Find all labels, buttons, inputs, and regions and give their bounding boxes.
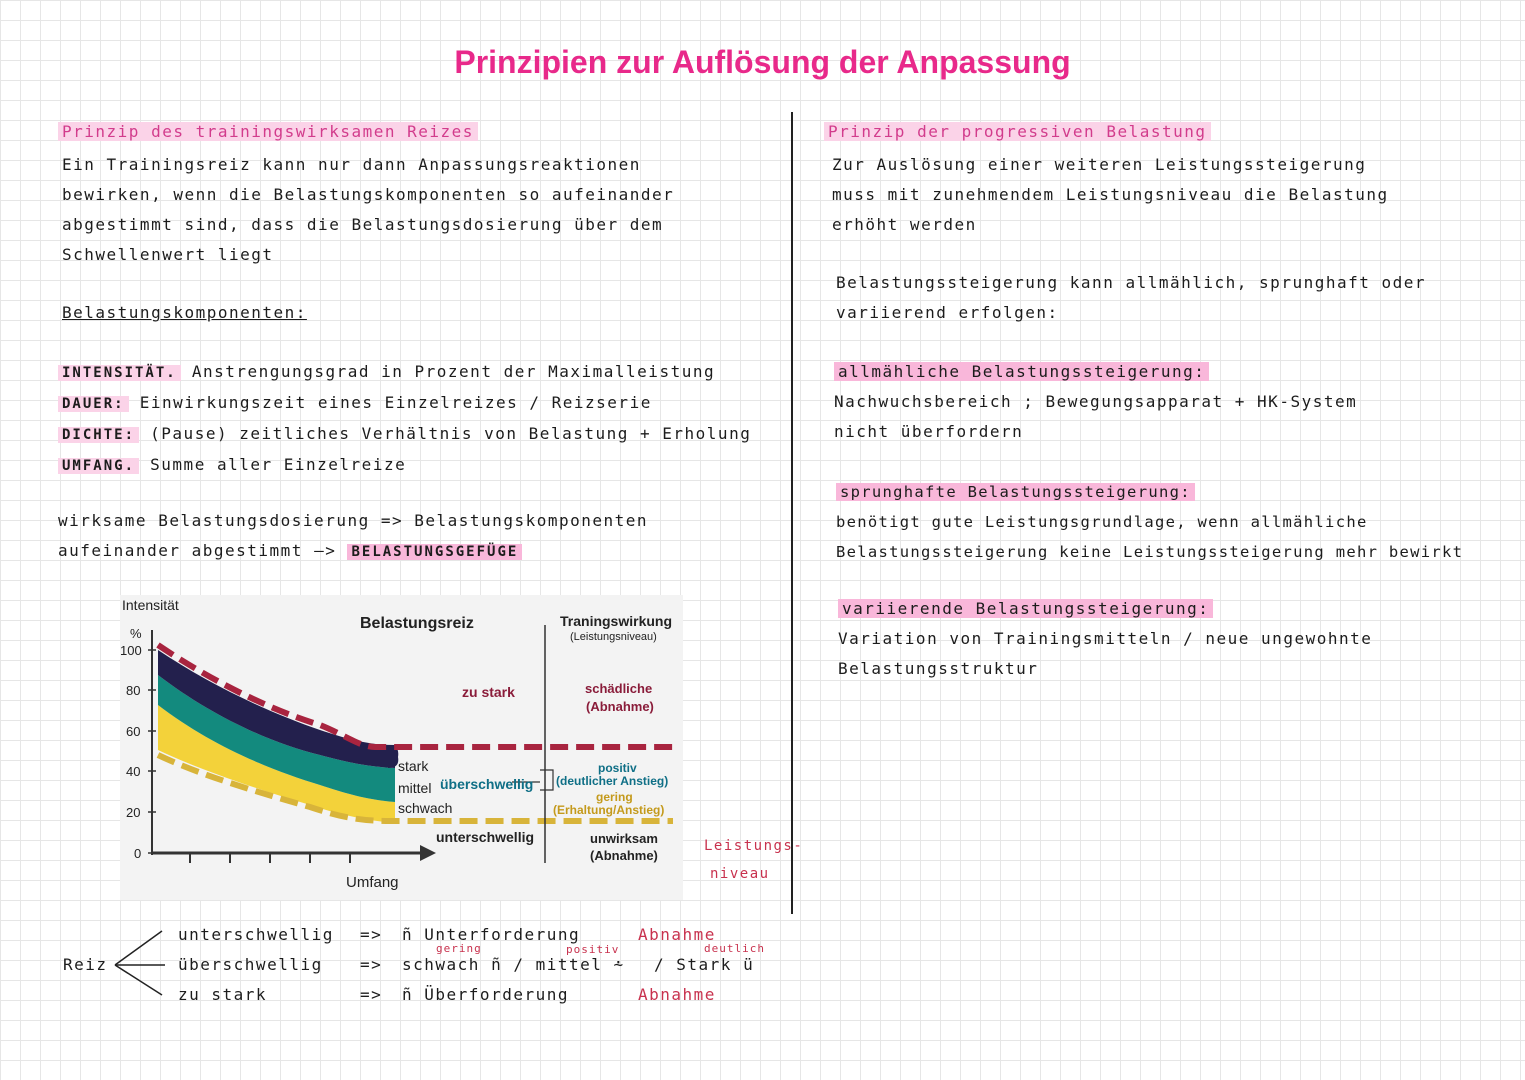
paragraph-progressive bbox=[832, 150, 1389, 240]
paragraph-line: Zur Auslösung einer weiteren Leistungssteigerung bbox=[832, 155, 1367, 174]
reiz-outcome-abnahme-2: Abnahme bbox=[638, 985, 716, 1004]
reiz-label: Reiz bbox=[63, 955, 108, 974]
paragraph-reiz bbox=[62, 150, 674, 270]
paragraph-line: erhöht werden bbox=[832, 215, 977, 234]
y-tick-60: 60 bbox=[126, 724, 141, 739]
column-divider bbox=[791, 112, 793, 914]
y-tick-0: 0 bbox=[134, 846, 142, 861]
paragraph-line: Schwellenwert liegt bbox=[62, 245, 274, 264]
page-title: Prinzipien zur Auflösung der Anpassung bbox=[454, 44, 1071, 80]
section-line: Variation von Trainingsmitteln / neue ungewohnte bbox=[838, 629, 1373, 648]
section-line: Belastungssteigerung keine Leistungssteigerung mehr bewirkt bbox=[836, 543, 1464, 561]
header-belastungsreiz: Belastungsreiz bbox=[360, 615, 474, 632]
dosing-line-2: aufeinander abgestimmt —> BELASTUNGSGEFÜGE bbox=[58, 536, 648, 567]
section-heading: variierende Belastungssteigerung: bbox=[838, 599, 1213, 618]
y-axis-title: Intensität bbox=[122, 597, 179, 613]
reiz-outcome-abnahme-1: Abnahme bbox=[638, 925, 716, 944]
section-allmaehlich bbox=[834, 357, 1357, 447]
reiz-result-unterforderung: ñ Unterforderung bbox=[402, 925, 581, 944]
heading-trainingswirksamer-reiz: Prinzip des trainingswirksamen Reizes bbox=[58, 122, 478, 141]
section-line: Belastungsstruktur bbox=[838, 659, 1039, 678]
header-leistungsniveau: (Leistungsniveau) bbox=[570, 631, 657, 643]
y-tick-80: 80 bbox=[126, 683, 141, 698]
component-umfang: UMFANG. Summe aller Einzelreize bbox=[58, 450, 751, 481]
paragraph-line: variierend erfolgen: bbox=[836, 303, 1059, 322]
section-heading: sprunghafte Belastungssteigerung: bbox=[836, 483, 1195, 501]
components-heading: Belastungskomponenten: bbox=[62, 303, 307, 322]
section-heading: allmähliche Belastungssteigerung: bbox=[834, 362, 1209, 381]
effect-abnahme-bottom: (Abnahme) bbox=[590, 848, 658, 863]
note-deutlich: deutlich bbox=[704, 942, 765, 955]
dosing-block bbox=[58, 506, 648, 567]
component-dichte: DICHTE: (Pause) zeitliches Verhältnis von Belastung + Erholung bbox=[58, 419, 751, 450]
x-axis-title: Umfang bbox=[346, 874, 399, 891]
components-list bbox=[58, 357, 751, 481]
reiz-result-ueberschwellig: schwach ñ / mittel ⩪ bbox=[402, 955, 625, 974]
reiz-branch-lines bbox=[110, 925, 170, 1000]
zone-unterschwellig: unterschwellig bbox=[436, 829, 535, 845]
reiz-outcome-stark: / Stark ü bbox=[654, 955, 755, 974]
effect-positiv: positiv bbox=[598, 761, 637, 775]
dosing-line: wirksame Belastungsdosierung => Belastungskomponenten bbox=[58, 511, 649, 530]
section-line: nicht überfordern bbox=[834, 422, 1024, 441]
effect-abnahme-top: (Abnahme) bbox=[586, 699, 654, 714]
reiz-terms bbox=[178, 920, 334, 1010]
zone-ueberschwellig: überschwellig bbox=[440, 776, 534, 792]
reiz-term-ueberschwellig: überschwellig bbox=[178, 955, 323, 974]
paragraph-line: bewirken, wenn die Belastungskomponenten so aufeinander bbox=[62, 185, 675, 204]
effect-deutlicher-anstieg: (deutlicher Anstieg) bbox=[556, 774, 669, 788]
note-positiv: positiv bbox=[566, 943, 620, 956]
header-trainingswirkung: Traningswirkung bbox=[560, 613, 673, 629]
reiz-arrows: => => => bbox=[360, 925, 383, 1004]
chart-svg bbox=[120, 595, 683, 900]
belastungsgefuege-label: BELASTUNGSGEFÜGE bbox=[347, 544, 522, 560]
paragraph-line: Belastungssteigerung kann allmählich, sprunghaft oder bbox=[836, 273, 1427, 292]
y-axis-unit: % bbox=[130, 626, 142, 641]
bracket bbox=[540, 770, 553, 790]
section-line: Nachwuchsbereich ; Bewegungsapparat + HK-System bbox=[834, 392, 1358, 411]
y-tick-20: 20 bbox=[126, 805, 141, 820]
paragraph-line: muss mit zunehmendem Leistungsniveau die Belastung bbox=[832, 185, 1389, 204]
band-label-schwach: schwach bbox=[398, 800, 453, 816]
band-label-stark: stark bbox=[398, 758, 429, 774]
paragraph-steigerung bbox=[836, 268, 1426, 328]
component-intensitaet: INTENSITÄT. Anstrengungsgrad in Prozent der Maximalleistung bbox=[58, 357, 751, 388]
band-label-mittel: mittel bbox=[398, 780, 432, 796]
x-axis-arrow bbox=[420, 845, 436, 861]
side-note-leistungsniveau: Leistungs- niveau bbox=[704, 838, 804, 882]
reiz-result-ueberforderung: ñ Überforderung bbox=[402, 985, 569, 1004]
section-line: benötigt gute Leistungsgrundlage, wenn allmähliche bbox=[836, 513, 1368, 531]
reiz-results bbox=[402, 920, 625, 1010]
component-dauer: DAUER: Einwirkungszeit eines Einzelreizes / Reizserie bbox=[58, 388, 751, 419]
y-tick-100: 100 bbox=[120, 643, 142, 658]
belastung-chart bbox=[120, 595, 683, 900]
heading-progressive-belastung: Prinzip der progressiven Belastung bbox=[824, 122, 1211, 141]
paragraph-line: abgestimmt sind, dass die Belastungsdosierung über dem bbox=[62, 215, 664, 234]
paragraph-line: Ein Trainingsreiz kann nur dann Anpassungsreaktionen bbox=[62, 155, 641, 174]
effect-gering: gering bbox=[596, 790, 633, 804]
effect-erhaltung-anstieg: (Erhaltung/Anstieg) bbox=[553, 803, 665, 817]
zone-zu-stark: zu stark bbox=[462, 684, 515, 700]
reiz-outcomes bbox=[638, 920, 754, 1010]
reiz-term-unterschwellig: unterschwellig bbox=[178, 925, 334, 944]
note-gering: gering bbox=[436, 942, 482, 955]
y-tick-40: 40 bbox=[126, 764, 141, 779]
effect-unwirksam: unwirksam bbox=[590, 831, 658, 846]
section-sprunghaft bbox=[836, 477, 1463, 567]
effect-schaedliche: schädliche bbox=[585, 681, 653, 696]
reiz-term-zu-stark: zu stark bbox=[178, 985, 268, 1004]
section-variierend bbox=[838, 594, 1372, 684]
